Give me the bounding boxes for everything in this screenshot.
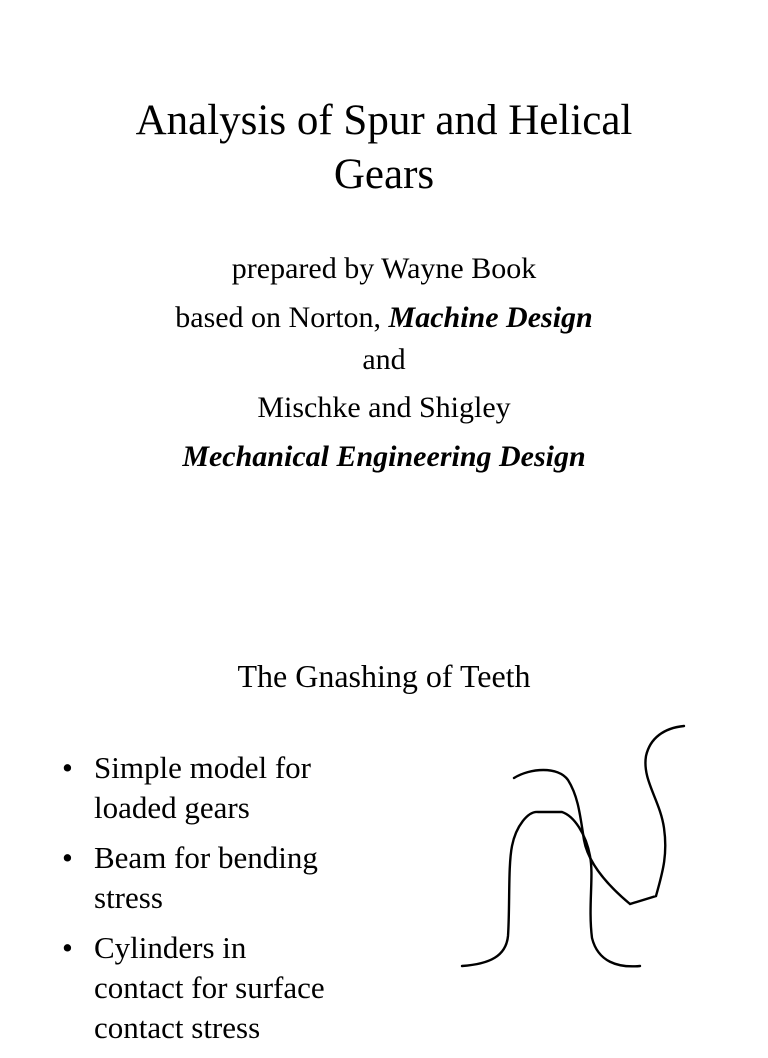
and-line: and (362, 343, 406, 376)
bullet-text-line: Cylinders in (94, 930, 247, 965)
bullet-text-line: Beam for bending (94, 840, 318, 875)
second-authors-line: Mischke and Shigley (257, 391, 511, 424)
bullet-item-cylinders (62, 928, 392, 1048)
bullet-item-beam (62, 838, 392, 918)
prepared-by-line: prepared by Wayne Book (231, 252, 537, 285)
gnashing-of-teeth-slide (0, 590, 768, 1045)
gear-teeth-sketch-icon (450, 716, 700, 976)
slide-title-line-1: Analysis of Spur and Helical (135, 97, 633, 144)
based-on-line (0, 300, 768, 336)
slide-title-line-2: Gears (333, 151, 435, 198)
book-title-machine-design: Machine Design (388, 301, 593, 334)
book-title-mechanical-engineering-design: Mechanical Engineering Design (182, 440, 586, 473)
bullet-dot-icon: • (62, 840, 73, 875)
bullet-item-simple-model (62, 748, 392, 828)
based-on-prefix: based on Norton, (175, 301, 389, 334)
bullet-text-line: contact stress (94, 1010, 261, 1045)
slide2-title: The Gnashing of Teeth (237, 658, 531, 694)
bullet-text-line: Simple model for (94, 750, 311, 785)
slide-title (0, 94, 768, 202)
bullet-dot-icon: • (62, 930, 73, 965)
gear-tooth-profile-right (514, 726, 684, 904)
bullet-text-line: loaded gears (94, 790, 250, 825)
bullet-text-line: contact for surface (94, 970, 325, 1005)
bullet-dot-icon: • (62, 750, 73, 785)
bullet-text-line: stress (94, 880, 163, 915)
bullet-list (62, 748, 392, 1058)
